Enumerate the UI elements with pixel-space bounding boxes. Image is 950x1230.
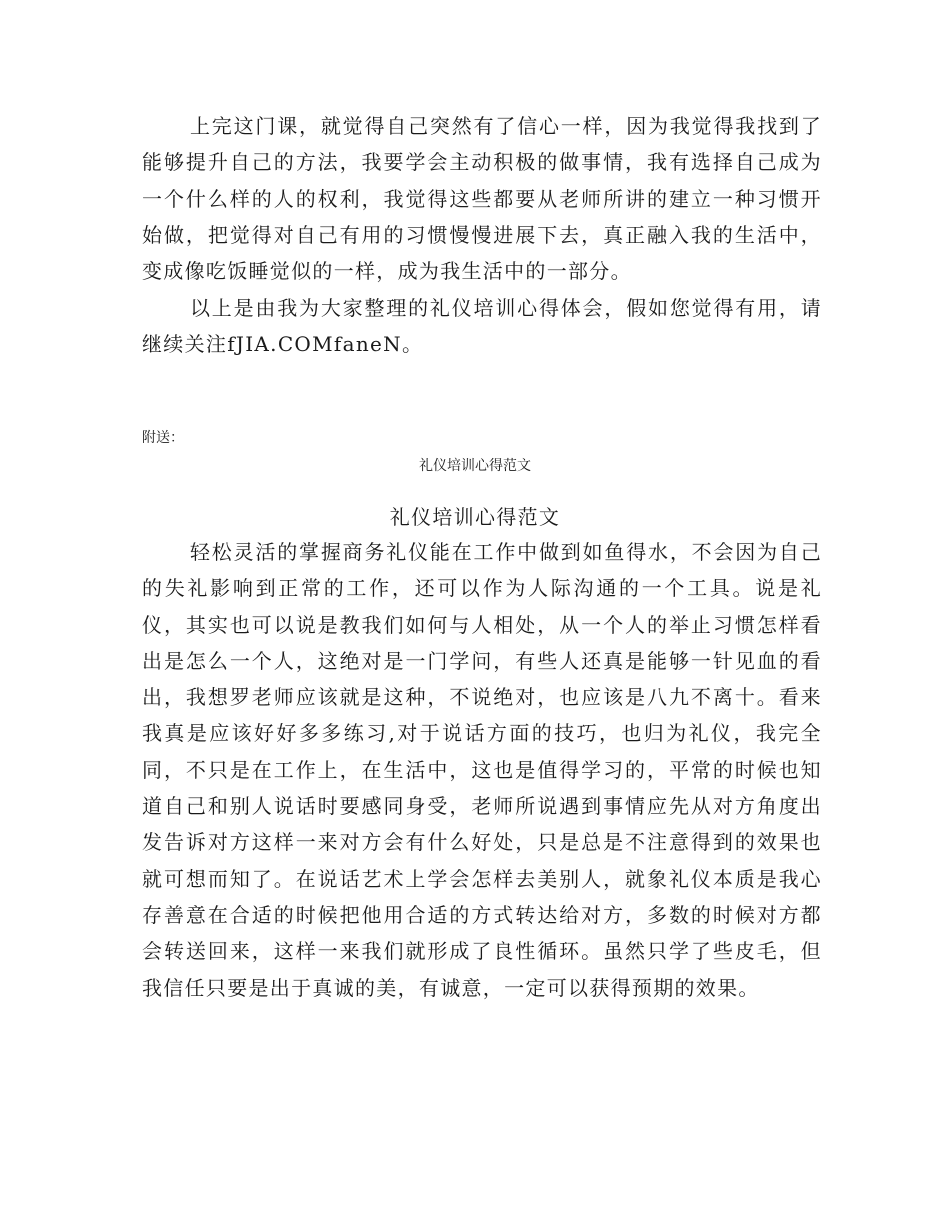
body-paragraph-3: 轻松灵活的掌握商务礼仪能在工作中做到如鱼得水，不会因为自己的失礼影响到正常的工作，还可以作为人际沟通的一个工具。说是礼仪，其实也可以说是教我们如何与人相处，从一个人的举止习惯怎样看出是怎么一个人，这绝对是一门学问，有些人还真是能够一针见血的看出，我想罗老师应该就是这种，不说绝对，也应该是八九不离十。看来我真是应该好好多多练习,对于说话方面的技巧，也归为礼仪，我完全同，不只是在工作上，在生活中，这也是值得学习的，平常的时候也知道自己和别人说话时要感同身受，老师所说遇到事情应先从对方角度出发告诉对方这样一来对方会有什么好处，只是总是不注意得到的效果也就可想而知了。在说话艺术上学会怎样去美别人，就象礼仪本质是我心存善意在合适的时候把他用合适的方式转达给对方，多数的时候对方都会转送回来，这样一来我们就形成了良性循环。虽然只学了些皮毛，但我信任只要是出于真诚的美，有诚意，一定可以获得预期的效果。 bbox=[142, 540, 822, 1000]
body-paragraph-1: 上完这门课，就觉得自己突然有了信心一样，因为我觉得我找到了能够提升自己的方法，我要学会主动积极的做事情，我有选择自己成为一个什么样的人的权利，我觉得这些都要从老师所讲的建立一种习惯开始做，把觉得对自己有用的习惯慢慢进展下去，真正融入我的生活中，变成像吃饭睡觉似的一样，成为我生活中的一部分。 bbox=[142, 114, 822, 284]
attachment-title: 礼仪培训心得范文 bbox=[419, 458, 531, 474]
attachment-label: 附送： bbox=[142, 430, 184, 446]
essay-heading: 礼仪培训心得范文 bbox=[389, 505, 561, 529]
body-paragraph-2: 以上是由我为大家整理的礼仪培训心得体会，假如您觉得有用，请继续关注fJIA.COMfaneN。 bbox=[142, 296, 822, 357]
